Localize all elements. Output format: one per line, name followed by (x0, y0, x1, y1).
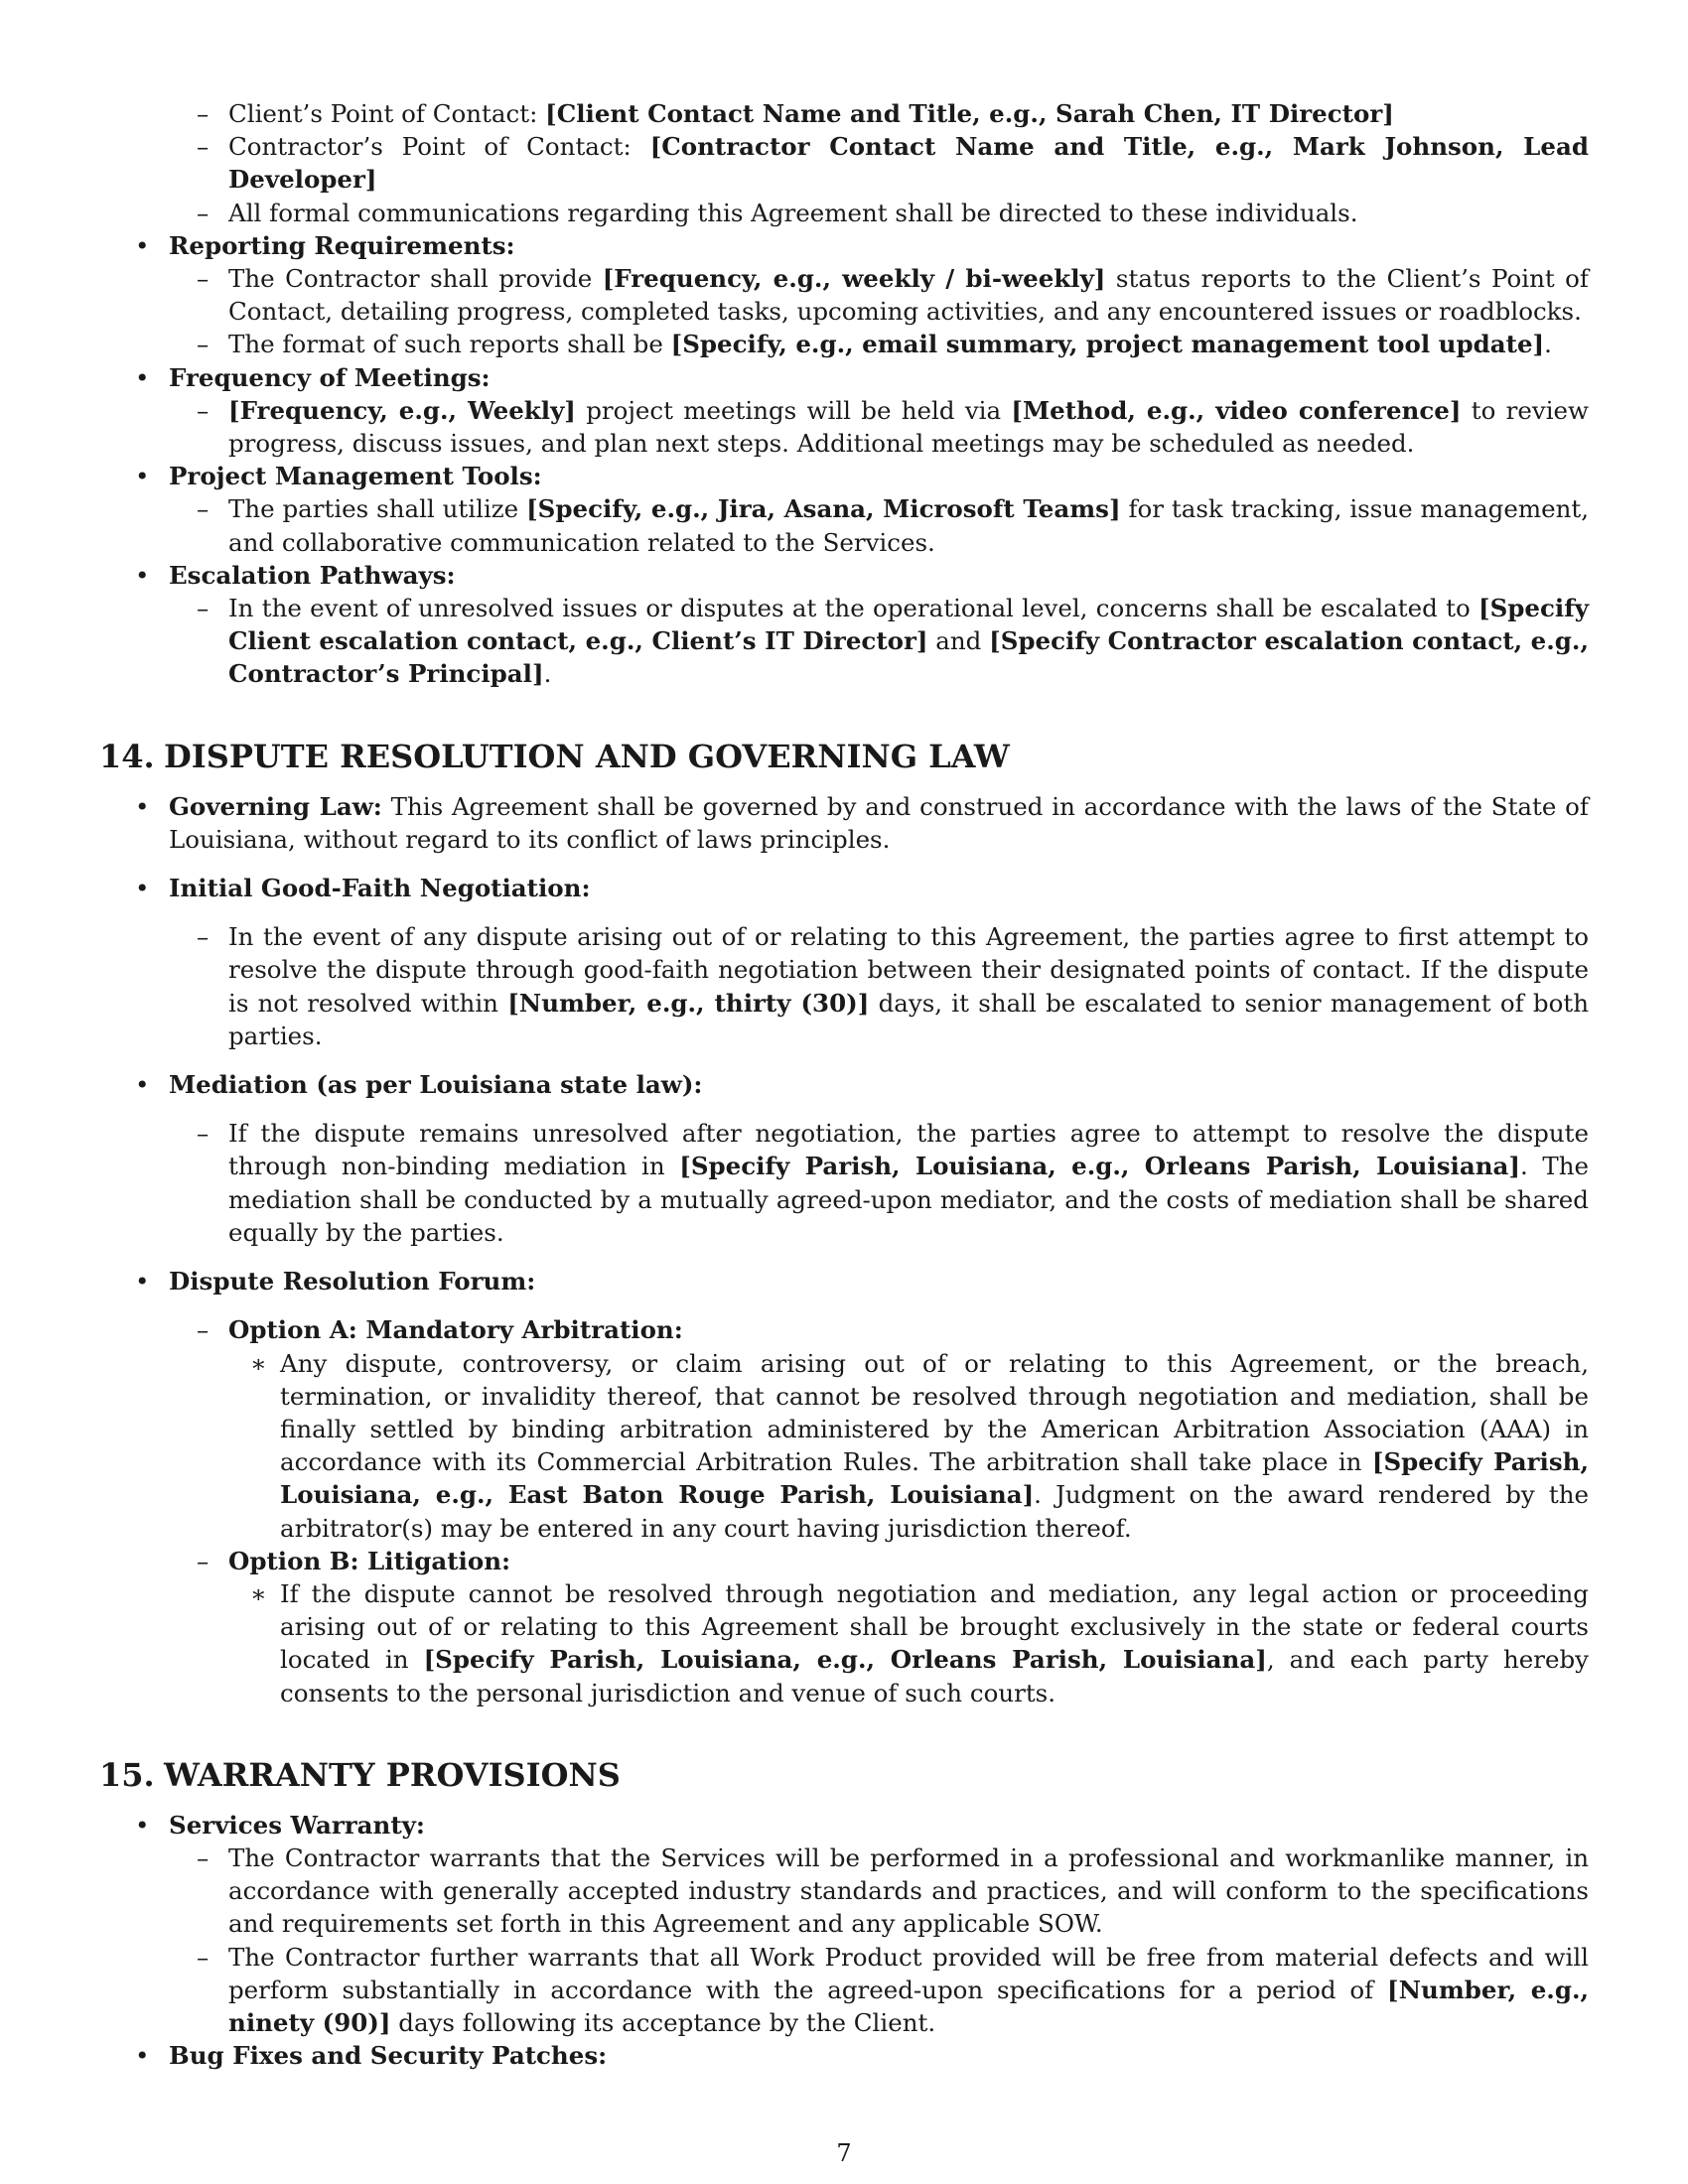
list-item: – [Frequency, e.g., Weekly] project meetings will be held via [Method, e.g., video conference] to review progress, discuss issues, and plan next steps. Additional meetings may be scheduled as needed. (197, 395, 1589, 459)
item-heading: Mediation (as per Louisiana state law): (169, 1070, 703, 1100)
page-number: 7 (836, 2139, 852, 2167)
list-item (99, 559, 1589, 592)
list-item: – The Contractor warrants that the Services will be performed in a professional and workmanlike manner, in accordance with generally accepted industry standards and practices, and will conform to the specifications and requirements set forth in this Agreement and any applicable SOW. (197, 1843, 1589, 1939)
list-item: ∗ If the dispute cannot be resolved through negotiation and mediation, any legal action or proceeding arising out of or relating to this Agreement shall be brought exclusively in the state or federal courts located in [Specify Parish, Louisiana, e.g., Orleans Parish, Louisiana], and each party hereby consents to the personal jurisdiction and venue of such courts. (250, 1578, 1589, 1707)
list-item: ∗ Any dispute, controversy, or claim arising out of or relating to this Agreement, or the breach, termination, or invalidity thereof, that cannot be resolved through negotiation and mediation, shall be finally settled by binding arbitration administered by the American Arbitration Association (AAA) in accordance with its Commercial Arbitration Rules. The arbitration shall take place in [Specify Parish, Louisiana, e.g., East Baton Rouge Parish, Louisiana]. Judgment on the award rendered by the arbitrator(s) may be entered in any court having jurisdiction thereof. (250, 1348, 1589, 1543)
list-item: – In the event of unresolved issues or disputes at the operational level, concerns shall be escalated to [Specify Client escalation contact, e.g., Client’s IT Director] and [Specify Contractor escalation contact, e.g., Contractor’s Principal]. (197, 594, 1589, 689)
bullet-marker: • (135, 462, 150, 491)
bullet-marker: • (135, 560, 150, 590)
list-item: – If the dispute remains unresolved after negotiation, the parties agree to attempt to resolve the dispute through non-binding mediation in [Specify Parish, Louisiana, e.g., Orleans Parish, Louisiana]. The mediation shall be conducted by a mutually agreed-upon mediator, and the costs of mediation shall be shared equally by the parties. (197, 1119, 1589, 1247)
item-heading: Project Management Tools: (169, 462, 542, 491)
list-item: – The Contractor further warrants that all Work Product provided will be free from material defects and will perform substantially in accordance with the agreed-upon specifications for a period of [Number, e.g., ninety (90)] days following its acceptance by the Client. (197, 1942, 1590, 2037)
list-item: – The parties shall utilize [Specify, e.g., Jira, Asana, Microsoft Teams] for task tracking, issue management, and collaborative communication related to the Services. (197, 494, 1590, 557)
bullet-marker: • (135, 1810, 150, 1840)
dash-marker: – (197, 395, 210, 425)
dash-marker: – (197, 99, 210, 128)
list-item: – Contractor’s Point of Contact: [Contractor Contact Name and Title, e.g., Mark Johnson, Lead Developer] (197, 132, 1589, 195)
list-item: – Client’s Point of Contact: [Client Contact Name and Title, e.g., Sarah Chen, IT Director] (99, 97, 1589, 130)
item-heading: Frequency of Meetings: (169, 362, 491, 392)
star-marker: ∗ (250, 1578, 267, 1608)
list-item: – The Contractor shall provide [Frequency, e.g., weekly / bi-weekly] status reports to the Client’s Point of Contact, detailing progress, completed tasks, upcoming activities, and any encountered issues or roadblocks. (197, 264, 1590, 327)
dash-marker: – (197, 594, 210, 623)
bullet-marker: • (135, 362, 150, 392)
item-heading: Escalation Pathways: (169, 560, 456, 590)
list-item: • Governing Law: This Agreement shall be governed by and construed in accordance with the laws of the State of Louisiana, without regard to its conflict of laws principles. (135, 791, 1589, 854)
dash-marker: – (197, 330, 210, 359)
bullet-marker: • (135, 2041, 150, 2071)
dash-marker: – (197, 1843, 210, 1872)
dash-marker: – (197, 1315, 210, 1345)
list-item: – Option B: Litigation: (99, 1545, 1589, 1577)
dash-marker: – (197, 132, 210, 162)
list-item (99, 229, 1589, 262)
dash-marker: – (197, 1119, 210, 1149)
section-heading: 15. WARRANTY PROVISIONS (99, 1755, 621, 1794)
list-item: – All formal communications regarding this Agreement shall be directed to these individuals. (99, 197, 1589, 229)
star-marker: ∗ (250, 1348, 267, 1378)
list-item (99, 872, 1589, 904)
list-item (99, 1809, 1589, 1842)
list-item: – The format of such reports shall be [Specify, e.g., email summary, project management tool update]. (99, 328, 1589, 360)
bullet-marker: • (135, 1267, 150, 1297)
bullet-marker: • (135, 230, 150, 260)
item-heading: Dispute Resolution Forum: (169, 1267, 536, 1297)
list-item (99, 460, 1589, 492)
list-item (99, 1265, 1589, 1297)
list-item (99, 361, 1589, 394)
dash-marker: – (197, 198, 210, 227)
bullet-marker: • (135, 874, 150, 903)
bullet-marker: • (135, 791, 150, 821)
section-heading: 14. DISPUTE RESOLUTION AND GOVERNING LAW (99, 737, 1010, 775)
item-heading: Services Warranty: (169, 1810, 425, 1840)
bullet-marker: • (135, 1070, 150, 1100)
list-item (99, 2039, 1589, 2072)
dash-marker: – (197, 922, 210, 952)
document-page (99, 97, 1589, 2072)
dash-marker: – (197, 1546, 210, 1575)
list-item: – Option A: Mandatory Arbitration: (99, 1313, 1589, 1346)
dash-marker: – (197, 264, 210, 294)
dash-marker: – (197, 1942, 210, 1972)
item-heading: Reporting Requirements: (169, 230, 515, 260)
item-heading: Initial Good-Faith Negotiation: (169, 874, 591, 903)
item-heading: Bug Fixes and Security Patches: (169, 2041, 608, 2071)
list-item (99, 1068, 1589, 1101)
dash-marker: – (197, 494, 210, 524)
list-item: – In the event of any dispute arising out of or relating to this Agreement, the parties agree to first attempt to resolve the dispute through good-faith negotiation between their designated points of contact. If the dispute is not resolved within [Number, e.g., thirty (30)] days, it shall be escalated to senior management of both parties. (197, 922, 1589, 1050)
